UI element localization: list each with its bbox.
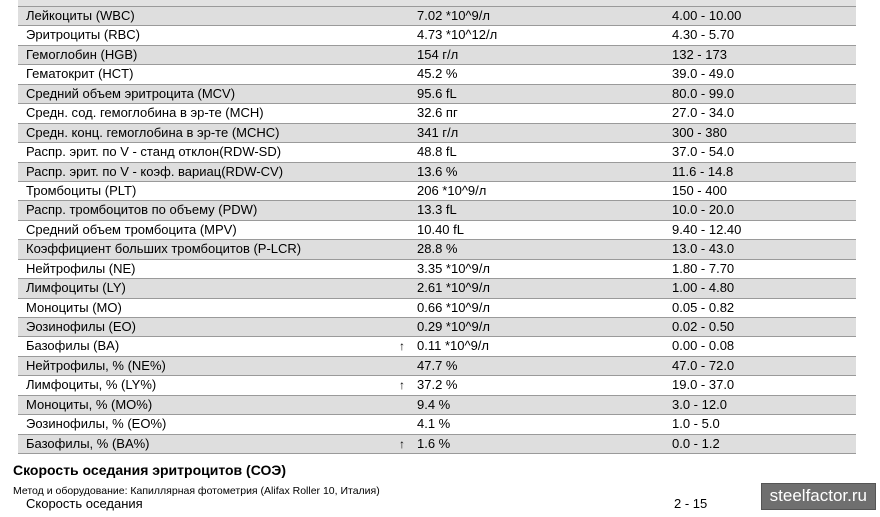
test-name: Лимфоциты (LY) — [26, 280, 126, 296]
result-value: 0.11 *10^9/л — [417, 338, 489, 354]
result-value: 13.3 fL — [417, 202, 457, 218]
table-body — [18, 7, 856, 453]
test-name: Коэффициент больших тромбоцитов (P-LCR) — [26, 241, 302, 257]
reference-range: 19.0 - 37.0 — [672, 377, 735, 393]
table-row — [18, 260, 856, 279]
table-row — [18, 240, 856, 259]
table-row — [18, 85, 856, 104]
test-name: Лейкоциты (WBC) — [26, 8, 135, 23]
table-row — [18, 337, 856, 356]
test-name: Гематокрит (HCT) — [26, 66, 134, 82]
table-row — [18, 299, 856, 318]
table-row — [18, 46, 856, 65]
reference-range: 10.0 - 20.0 — [672, 202, 735, 218]
reference-range: 0.0 - 1.2 — [672, 435, 720, 451]
reference-range: 1.0 - 5.0 — [672, 416, 720, 432]
test-name: Эозинофилы, % (EO%) — [26, 416, 167, 432]
result-value: 32.6 пг — [417, 105, 458, 121]
table-row — [18, 435, 856, 453]
result-value: 47.7 % — [417, 357, 458, 373]
table-row — [18, 143, 856, 162]
test-name: Средн. конц. гемоглобина в эр-те (MCHC) — [26, 124, 280, 140]
result-value: 0.29 *10^9/л — [417, 319, 490, 334]
result-value: 2.61 *10^9/л — [417, 280, 490, 296]
table-row — [18, 396, 856, 415]
result-value: 10.40 fL — [417, 221, 464, 237]
test-name: Базофилы (BA) — [26, 338, 120, 354]
test-name: Нейтрофилы, % (NE%) — [26, 357, 166, 373]
reference-range: 9.40 - 12.40 — [672, 221, 742, 237]
reference-range: 132 - 173 — [672, 46, 727, 62]
reference-range: 4.00 - 10.00 — [672, 8, 742, 23]
reference-range: 1.80 - 7.70 — [672, 260, 735, 276]
table-row — [18, 279, 856, 298]
reference-range: 150 - 400 — [672, 182, 727, 198]
table-row — [18, 7, 856, 26]
result-value: 28.8 % — [417, 241, 458, 257]
reference-range: 0.00 - 0.08 — [672, 338, 735, 354]
result-value: 7.02 *10^9/л — [417, 8, 490, 23]
watermark: steelfactor.ru — [761, 483, 876, 510]
esr-section-title: Скорость оседания эритроцитов (СОЭ) — [13, 462, 286, 478]
reference-range: 13.0 - 43.0 — [672, 241, 735, 257]
result-value: 48.8 fL — [417, 144, 457, 160]
test-name: Лимфоциты, % (LY%) — [26, 377, 157, 393]
table-top-cut-row — [18, 0, 856, 7]
test-name: Тромбоциты (PLT) — [26, 182, 137, 198]
test-name: Нейтрофилы (NE) — [26, 260, 136, 276]
reference-range: 27.0 - 34.0 — [672, 105, 735, 121]
esr-method: Метод и оборудование: Капиллярная фотометрия (Alifax Roller 10, Италия) — [13, 485, 380, 497]
test-name: Эритроциты (RBC) — [26, 27, 140, 43]
table-row — [18, 221, 856, 240]
result-value: 154 г/л — [417, 46, 459, 62]
reference-range: 4.30 - 5.70 — [672, 27, 735, 43]
reference-range: 1.00 - 4.80 — [672, 280, 735, 296]
high-flag-icon: ↑ — [399, 378, 405, 393]
high-flag-icon: ↑ — [399, 339, 405, 354]
table-row — [18, 357, 856, 376]
test-name: Моноциты (MO) — [26, 299, 122, 315]
reference-range: 0.02 - 0.50 — [672, 319, 735, 334]
table-row — [18, 415, 856, 434]
result-value: 13.6 % — [417, 163, 458, 179]
table-row — [18, 182, 856, 201]
result-value: 0.66 *10^9/л — [417, 299, 490, 315]
result-value: 341 г/л — [417, 124, 459, 140]
result-value: 9.4 % — [417, 396, 451, 412]
result-value: 4.73 *10^12/л — [417, 27, 498, 43]
reference-range: 39.0 - 49.0 — [672, 66, 735, 82]
table-row — [18, 124, 856, 143]
table-row — [18, 65, 856, 84]
result-value: 37.2 % — [417, 377, 458, 393]
reference-range: 300 - 380 — [672, 124, 727, 140]
esr-cut-row — [26, 496, 846, 511]
table-row — [18, 201, 856, 220]
result-value: 3.35 *10^9/л — [417, 260, 490, 276]
test-name: Гемоглобин (HGB) — [26, 46, 138, 62]
result-value: 45.2 % — [417, 66, 458, 82]
test-name: Средний объем эритроцита (MCV) — [26, 85, 236, 101]
test-name: Распр. эрит. по V - коэф. вариац(RDW-CV) — [26, 163, 284, 179]
table-row — [18, 26, 856, 45]
reference-range: 0.05 - 0.82 — [672, 299, 735, 315]
result-value: 4.1 % — [417, 416, 451, 432]
table-row — [18, 318, 856, 337]
reference-range: 80.0 - 99.0 — [672, 85, 735, 101]
table-row — [18, 104, 856, 123]
result-value: 1.6 % — [417, 435, 451, 451]
test-name: Моноциты, % (MO%) — [26, 396, 153, 412]
reference-range: 11.6 - 14.8 — [672, 163, 734, 179]
result-value: 206 *10^9/л — [417, 182, 487, 198]
test-name: Средн. сод. гемоглобина в эр-те (MCH) — [26, 105, 264, 121]
test-name: Распр. тромбоцитов по объему (PDW) — [26, 202, 258, 218]
reference-range: 47.0 - 72.0 — [672, 357, 735, 373]
table-row — [18, 163, 856, 182]
reference-range: 37.0 - 54.0 — [672, 144, 735, 160]
test-name: Распр. эрит. по V - станд отклон(RDW-SD) — [26, 144, 282, 160]
test-name: Эозинофилы (EO) — [26, 319, 136, 334]
test-name: Базофилы, % (BA%) — [26, 435, 150, 451]
esr-cut-row-name: Скорость оседания — [26, 496, 143, 511]
high-flag-icon: ↑ — [399, 436, 405, 451]
table-row — [18, 376, 856, 395]
reference-range: 3.0 - 12.0 — [672, 396, 727, 412]
esr-cut-row-range: 2 - 15 — [674, 496, 708, 511]
test-name: Средний объем тромбоцита (MPV) — [26, 221, 237, 237]
results-table — [18, 0, 856, 454]
result-value: 95.6 fL — [417, 85, 457, 101]
